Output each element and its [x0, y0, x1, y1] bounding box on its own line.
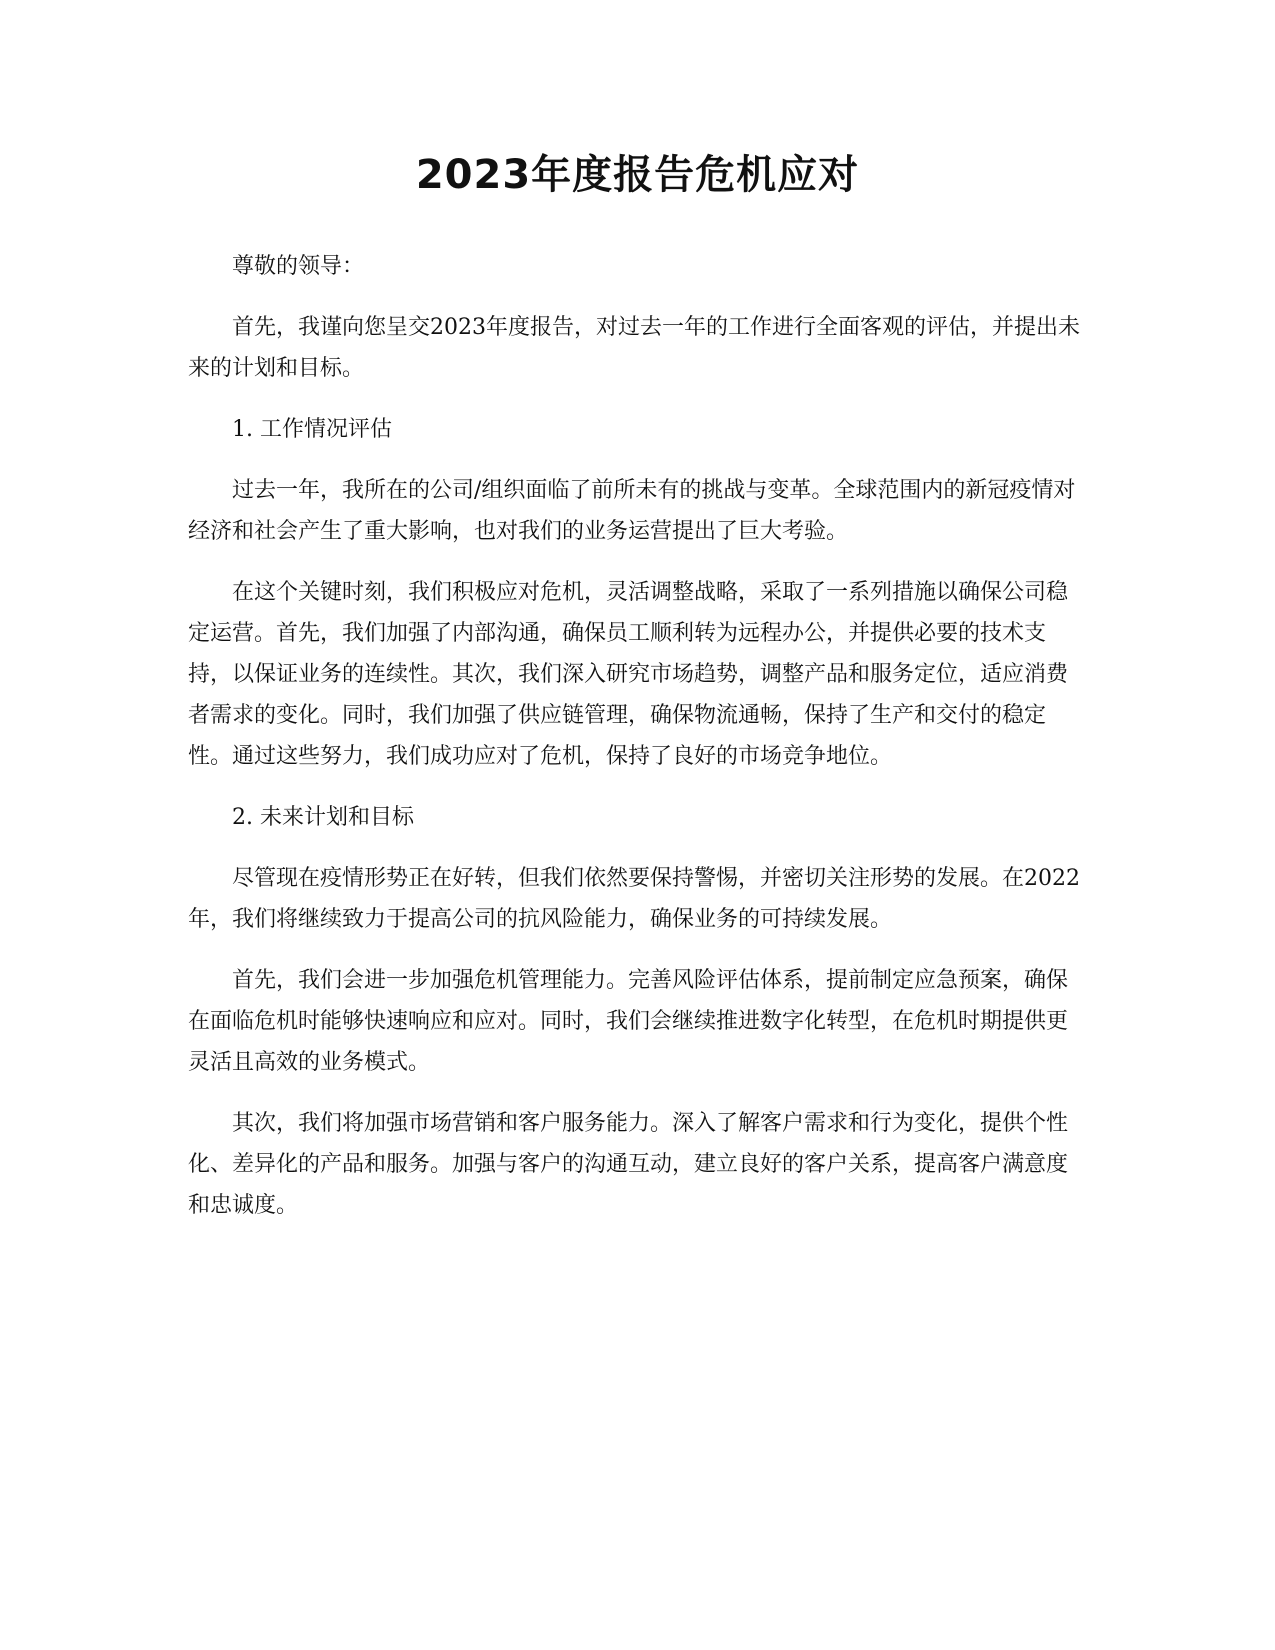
paragraph: 其次，我们将加强市场营销和客户服务能力。深入了解客户需求和行为变化，提供个性化、差异化的产品和服务。加强与客户的沟通互动，建立良好的客户关系，提高客户满意度和忠诚度。 [188, 1111, 1069, 1218]
document-title: 2023年度报告危机应对 [415, 152, 860, 198]
paragraph: 在这个关键时刻，我们积极应对危机，灵活调整战略，采取了一系列措施以确保公司稳定运营。首先，我们加强了内部沟通，确保员工顺利转为远程办公，并提供必要的技术支持，以保证业务的连续性。其次，我们深入研究市场趋势，调整产品和服务定位，适应消费者需求的变化。同时，我们加强了供应链管理，确保物流通畅，保持了生产和交付的稳定性。通过这些努力，我们成功应对了危机，保持了良好的市场竞争地位。 [188, 580, 1069, 769]
salutation: 尊敬的领导： [232, 254, 365, 279]
section-heading-1: 1. 工作情况评估 [232, 417, 392, 442]
section-heading-2: 2. 未来计划和目标 [232, 805, 414, 830]
paragraph-intro: 首先，我谨向您呈交2023年度报告，对过去一年的工作进行全面客观的评估，并提出未来的计划和目标。 [188, 315, 1080, 381]
paragraph: 尽管现在疫情形势正在好转，但我们依然要保持警惕，并密切关注形势的发展。在2022年，我们将继续致力于提高公司的抗风险能力，确保业务的可持续发展。 [188, 866, 1080, 932]
paragraph: 首先，我们会进一步加强危机管理能力。完善风险评估体系，提前制定应急预案，确保在面临危机时能够快速响应和应对。同时，我们会继续推进数字化转型，在危机时期提供更灵活且高效的业务模式。 [188, 968, 1069, 1075]
document-body [188, 246, 1088, 1246]
paragraph: 过去一年，我所在的公司/组织面临了前所未有的挑战与变革。全球范围内的新冠疫情对经济和社会产生了重大影响，也对我们的业务运营提出了巨大考验。 [188, 478, 1076, 544]
